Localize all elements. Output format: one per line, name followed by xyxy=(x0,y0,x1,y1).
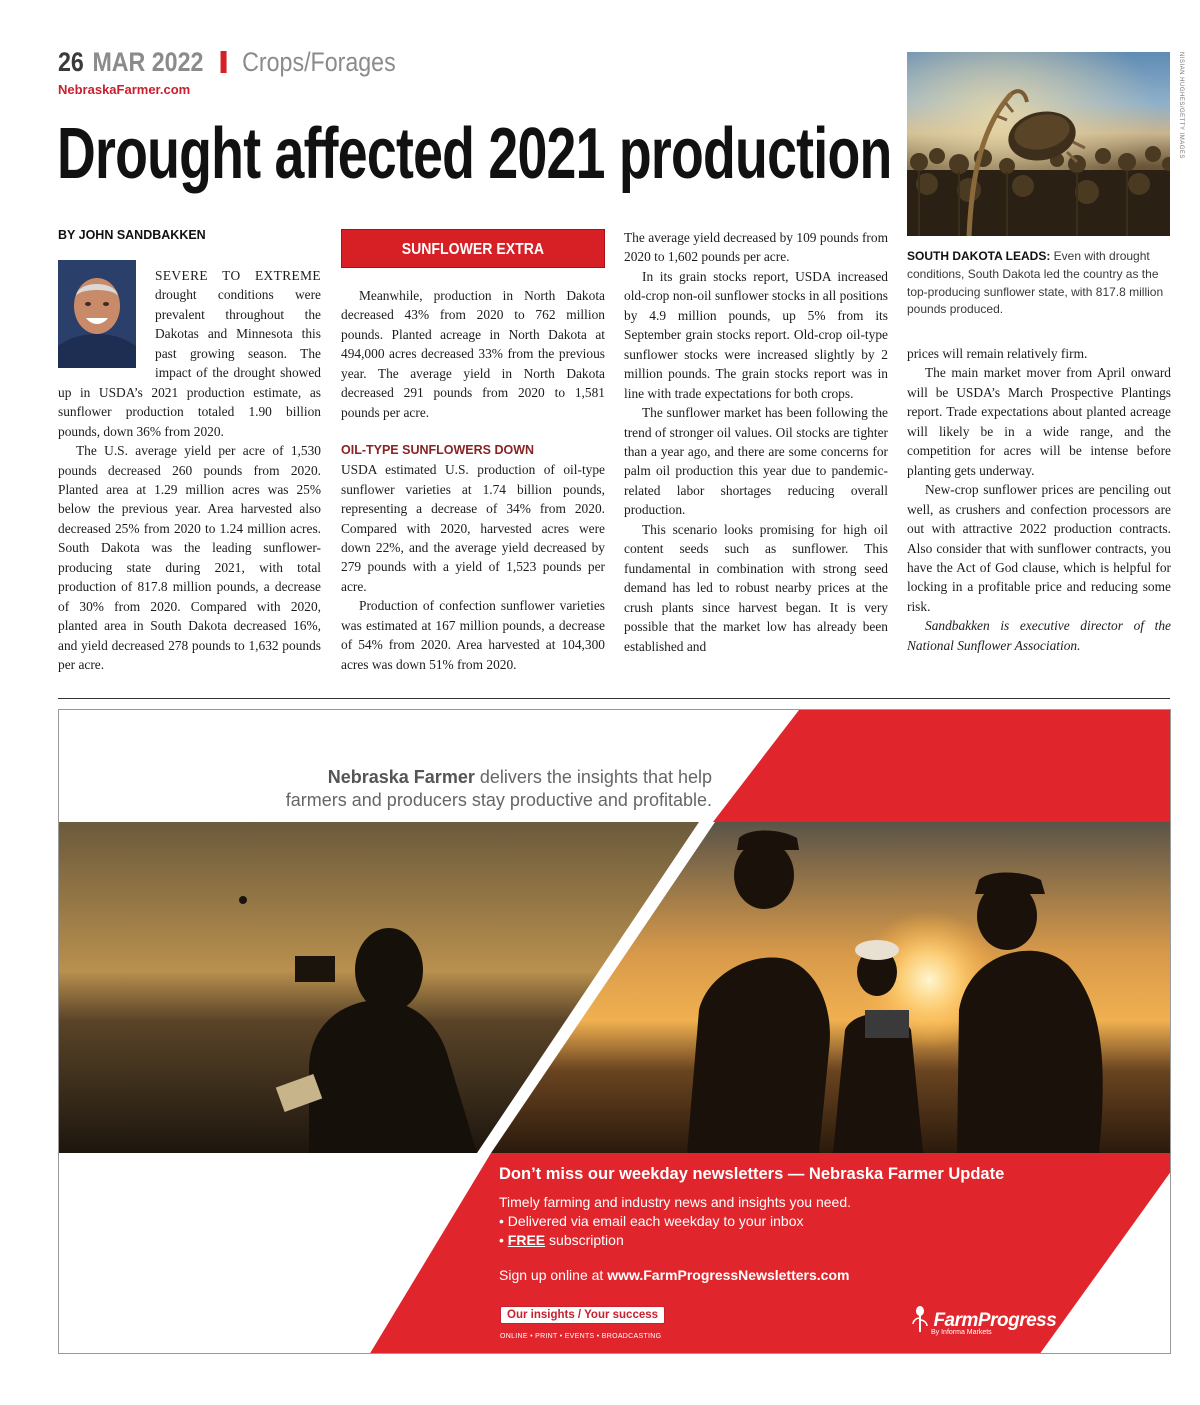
section-subhead: OIL-TYPE SUNFLOWERS DOWN xyxy=(341,443,535,458)
page-title: Drought affected 2021 production xyxy=(57,114,892,194)
free-label: FREE xyxy=(507,1232,546,1248)
byline: BY JOHN SANDBAKKEN xyxy=(58,228,206,242)
logo-wordmark: FarmProgress xyxy=(933,1310,1057,1331)
site-url[interactable]: NebraskaFarmer.com xyxy=(58,82,191,97)
lead-in: SEVERE TO EXTREME xyxy=(155,268,321,283)
paragraph: Production of confection sunflower varieties was estimated at 167 million pounds, a decrease of 54% from 2020. Area harvested at 104,300 acres was down 51% from 2020. xyxy=(341,598,605,672)
folio-divider xyxy=(221,51,227,73)
ad-copy xyxy=(499,1163,1004,1285)
page-folio xyxy=(58,44,396,80)
sunflower-illustration xyxy=(907,52,1170,236)
paragraph: USDA estimated U.S. production of oil-type sunflower varieties at 1.74 billion pounds, representing a decrease of 34% from 2020. Compared with 2020, harvested acres were down 22%, and the average yield decreased by 279 pounds with a yield of 1,523 pounds per acre. xyxy=(341,462,605,594)
ad-bullet: • Delivered via email each weekday to your inbox xyxy=(499,1213,804,1229)
newsletter-url-link[interactable]: www.FarmProgressNewsletters.com xyxy=(607,1267,850,1283)
page-number: 26 xyxy=(58,47,84,77)
paragraph: The main market mover from April onward will be USDA’s March Prospective Plantings report. Trade expectations about planted acreage will likely be in a wide range, and the competition for acres will be intense before planting gets underway. xyxy=(907,365,1171,478)
author-headshot xyxy=(58,260,136,368)
article-column-1 xyxy=(58,266,321,675)
sunflower-extra-banner: SUNFLOWER EXTRA xyxy=(341,229,605,268)
paragraph: The sunflower market has been following the trend of stronger oil values. Oil stocks are tighter than a year ago, and there are some concerns for palm oil production this year due to pandemic-related labor shortages reducing overall production. xyxy=(624,405,888,518)
section-name: Crops/Forages xyxy=(242,47,396,77)
paragraph: This scenario looks promising for high oil content seeds such as sunflower. This fundamental in combination with strong seed demand has led to robust nearby prices at the crush plants since harvest began. It is very possible that the market low has already been established and xyxy=(624,521,888,654)
paragraph: drought conditions were prevalent throughout the Dakotas and Minnesota this past growing season. The impact of the drought showed up in USDA’s 2021 production estimate, as sunflower production totaled 1.90 billion pounds, down 36% from 2020. xyxy=(58,287,321,439)
paragraph: In its grain stocks report, USDA increased old-crop non-oil sunflower stocks in all positions by 4.9 million pounds, up 5% from its September grain stocks report. Old-crop oil-type sunflower stocks were increased slightly by 2 million pounds. The grain stocks report was in line with trade expectations for both crops. xyxy=(624,268,888,401)
farmprogress-logo xyxy=(911,1306,1056,1336)
author-signoff: Sandbakken is executive director of the National Sunflower Association. xyxy=(907,618,1171,653)
paragraph: prices will remain relatively firm. xyxy=(907,346,1088,361)
ad-footline: ONLINE • PRINT • EVENTS • BROADCASTING xyxy=(500,1333,662,1340)
photo-credit: NISIAN HUGHES/GETTY IMAGES xyxy=(1178,52,1184,159)
photo-caption xyxy=(907,248,1172,319)
newsletter-advertisement[interactable] xyxy=(58,709,1171,1354)
article-column-2 xyxy=(341,286,605,674)
ad-signup: Sign up online at www.FarmProgressNewsletters.com xyxy=(499,1267,850,1283)
paragraph: The average yield decreased by 109 pounds from 2020 to 1,602 pounds per acre. xyxy=(624,230,888,265)
paragraph: Meanwhile, production in North Dakota decreased 43% from 2020 to 762 million pounds. Planted acreage in North Dakota at 494,000 acres decreased 33% from the previous year. The average yield in North Dakota decreased 291 pounds from 2020 to 1,581 pounds per acre. xyxy=(341,288,605,420)
paragraph: New-crop sunflower prices are penciling out well, as crushers and confection processors are out with attractive 2022 production contracts. Also consider that with sunflower contracts, you have the Act of God clause, which is helpful for locking in a profitable price and reducing some risk. xyxy=(907,482,1171,614)
ad-brand: Nebraska Farmer xyxy=(327,767,475,787)
ad-line: Timely farming and industry news and insights you need. xyxy=(499,1194,851,1210)
author-portrait-illustration xyxy=(58,260,136,368)
ad-tagline: Nebraska Farmer delivers the insights that help farmers and producers stay productive and profitable. xyxy=(285,767,712,810)
paragraph: The U.S. average yield per acre of 1,530 pounds decreased 260 pounds from 2020. Planted area at 1.29 million acres was 25% below the previous year. Area harvested also decreased 25% from 2020 to 1.24 million acres. South Dakota was the leading sunflower-producing state during 2021, with total production of 817.8 million pounds, a decrease of 30% from 2020. Compared with 2020, planted area in South Dakota decreased 16%, and yield decreased 278 pounds to 1,632 pounds per acre. xyxy=(58,443,321,673)
article-column-4 xyxy=(907,344,1171,655)
caption-text: Even with drought conditions, South Dakota led the country as the top-producing sunflower state, with 817.8 million pounds produced. xyxy=(907,249,1164,317)
wheat-icon xyxy=(911,1306,929,1332)
caption-lead: SOUTH DAKOTA LEADS: xyxy=(907,249,1051,263)
section-divider xyxy=(58,698,1170,699)
ad-slogan-pill: Our insights / Your success xyxy=(500,1306,665,1324)
ad-headline: Don’t miss our weekday newsletters — Nebraska Farmer Update xyxy=(499,1165,1005,1183)
ad-bullet: • FREE subscription xyxy=(499,1232,624,1248)
logo-byline: By Informa Markets xyxy=(931,1329,992,1336)
article-column-3 xyxy=(624,228,888,656)
issue-date: MAR 2022 xyxy=(92,47,204,77)
sunflower-field-photo xyxy=(907,52,1170,236)
